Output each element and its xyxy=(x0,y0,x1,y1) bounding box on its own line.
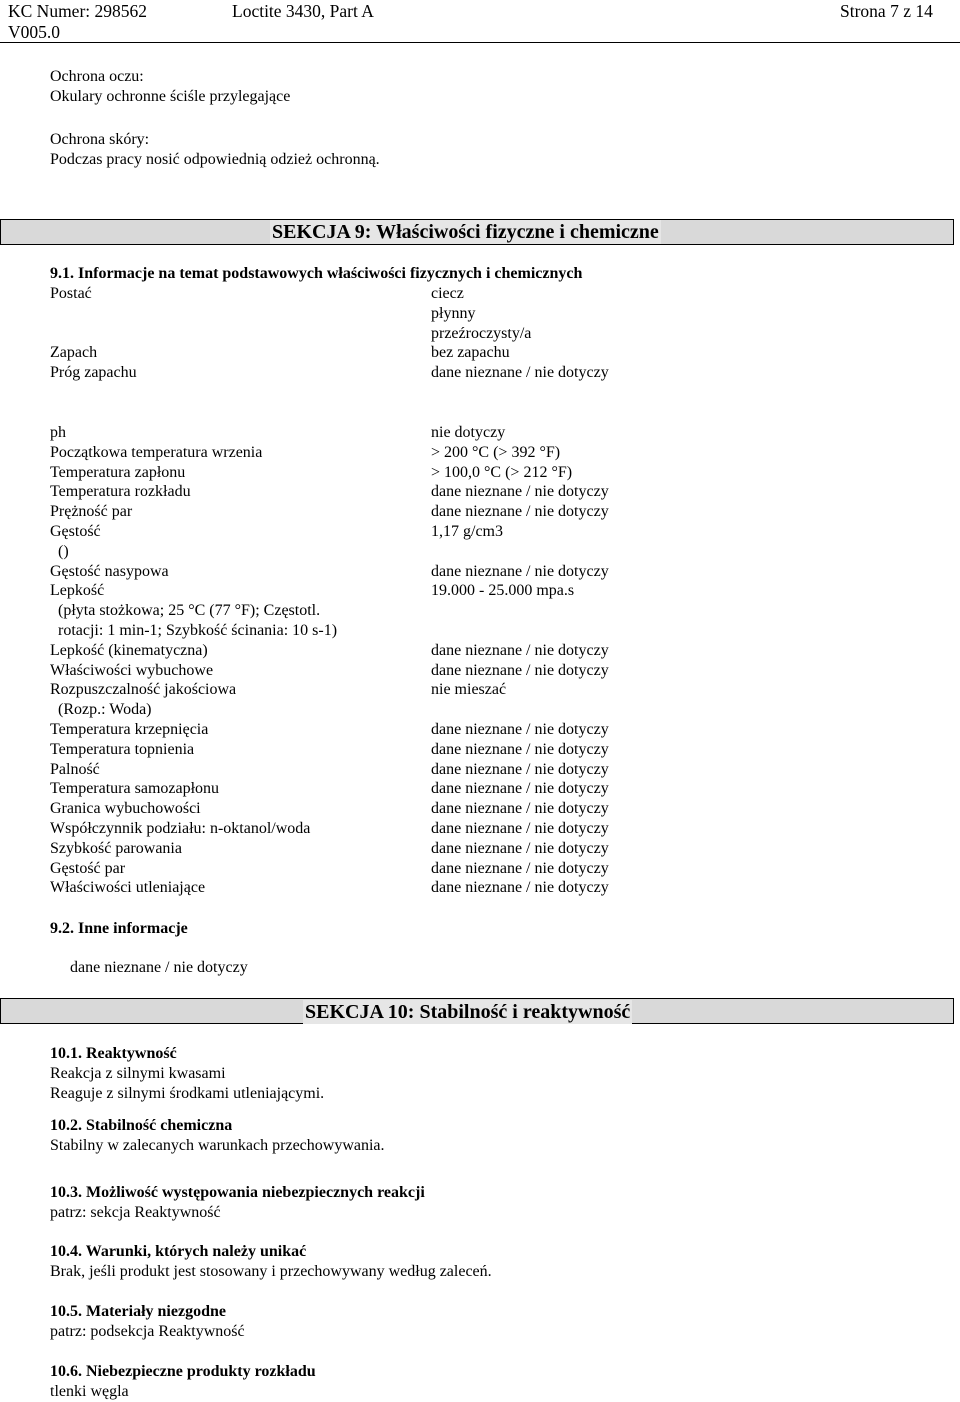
header-divider xyxy=(0,42,960,43)
property-label: ph xyxy=(50,424,66,441)
eye-protection-label: Ochrona oczu: xyxy=(50,68,144,85)
property-label: () xyxy=(50,542,69,560)
subsection-text: Reaguje z silnymi środkami utleniającymi. xyxy=(50,1085,325,1102)
skin-protection-label: Ochrona skóry: xyxy=(50,131,150,148)
property-value: 1,17 g/cm3 xyxy=(431,523,503,540)
subsection-heading: 10.5. Materiały niezgodne xyxy=(50,1303,226,1320)
property-value: ciecz xyxy=(431,285,464,302)
property-label: Prężność par xyxy=(50,503,133,521)
property-label: Lepkość xyxy=(50,582,105,600)
property-label: Temperatura zapłonu xyxy=(50,463,186,481)
property-label: Postać xyxy=(50,285,92,302)
property-value: > 200 °C (> 392 °F) xyxy=(431,443,561,461)
version: V005.0 xyxy=(8,22,61,42)
property-value: dane nieznane / nie dotyczy xyxy=(431,800,609,818)
subsection-text: Reakcja z silnymi kwasami xyxy=(50,1065,226,1082)
property-value: dane nieznane / nie dotyczy xyxy=(431,661,609,679)
property-label: (płyta stożkowa; 25 °C (77 °F); Częstotl. xyxy=(50,602,321,620)
property-label: rotacji: 1 min-1; Szybkość ścinania: 10 s-1) xyxy=(50,622,338,639)
property-label: Szybkość parowania xyxy=(50,839,182,857)
property-label: Gęstość par xyxy=(50,859,126,877)
subsection-heading: 10.1. Reaktywność xyxy=(50,1045,177,1062)
property-label: Gęstość xyxy=(50,523,101,540)
property-label: Próg zapachu xyxy=(50,364,137,382)
property-label: Temperatura krzepnięcia xyxy=(50,721,209,738)
subsection-text: Stabilny w zalecanych warunkach przechowywania. xyxy=(50,1137,385,1154)
subsection-text: patrz: sekcja Reaktywność xyxy=(50,1204,221,1221)
property-label: Rozpuszczalność jakościowa xyxy=(50,681,237,699)
subsection-heading: 10.2. Stabilność chemiczna xyxy=(50,1117,233,1134)
property-value: dane nieznane / nie dotyczy xyxy=(431,641,609,659)
subsection-heading: 10.3. Możliwość występowania niebezpiecznych reakcji xyxy=(50,1184,425,1201)
subsection-9-1-heading: 9.1. Informacje na temat podstawowych właściwości fizycznych i chemicznych xyxy=(50,265,583,282)
property-label: Lepkość (kinematyczna) xyxy=(50,641,208,659)
property-value: przeźroczysty/a xyxy=(431,324,532,342)
property-value: dane nieznane / nie dotyczy xyxy=(431,740,609,758)
property-value: dane nieznane / nie dotyczy xyxy=(431,780,609,798)
property-label: Właściwości utleniające xyxy=(50,879,206,897)
property-value: dane nieznane / nie dotyczy xyxy=(431,562,609,580)
subsection-text: Brak, jeśli produkt jest stosowany i przechowywany według zaleceń. xyxy=(50,1263,492,1280)
property-value: dane nieznane / nie dotyczy xyxy=(431,859,609,877)
kc-number: KC Numer: 298562 xyxy=(8,1,148,21)
property-value: dane nieznane / nie dotyczy xyxy=(431,820,609,837)
page-number: Strona 7 z 14 xyxy=(840,1,933,21)
subsection-9-2-heading: 9.2. Inne informacje xyxy=(50,920,188,937)
subsection-text: tlenki węgla xyxy=(50,1383,129,1400)
property-value: dane nieznane / nie dotyczy xyxy=(431,760,609,778)
property-label: (Rozp.: Woda) xyxy=(50,701,152,719)
property-label: Gęstość nasypowa xyxy=(50,562,169,580)
property-label: Granica wybuchowości xyxy=(50,800,201,818)
property-label: Temperatura rozkładu xyxy=(50,483,191,501)
property-value: dane nieznane / nie dotyczy xyxy=(431,503,609,521)
property-value: płynny xyxy=(431,304,476,322)
property-label: Palność xyxy=(50,760,100,778)
property-value: dane nieznane / nie dotyczy xyxy=(431,483,609,501)
property-value: bez zapachu xyxy=(431,344,510,362)
skin-protection-value: Podczas pracy nosić odpowiednią odzież ochronną. xyxy=(50,151,380,168)
property-value: nie mieszać xyxy=(431,681,507,699)
property-value: dane nieznane / nie dotyczy xyxy=(431,721,609,738)
property-value: dane nieznane / nie dotyczy xyxy=(431,879,609,897)
section-9-title: SEKCJA 9: Właściwości fizyczne i chemiczne xyxy=(272,221,659,243)
section-10-title: SEKCJA 10: Stabilność i reaktywność xyxy=(305,1001,631,1023)
subsection-heading: 10.4. Warunki, których należy unikać xyxy=(50,1243,307,1260)
property-label: Początkowa temperatura wrzenia xyxy=(50,443,263,461)
product-name: Loctite 3430, Part A xyxy=(232,1,374,21)
eye-protection-value: Okulary ochronne ściśle przylegające xyxy=(50,88,291,105)
property-label: Temperatura topnienia xyxy=(50,740,195,758)
property-label: Zapach xyxy=(50,344,98,362)
property-label: Temperatura samozapłonu xyxy=(50,780,220,798)
property-value: > 100,0 °C (> 212 °F) xyxy=(431,463,573,481)
property-value: dane nieznane / nie dotyczy xyxy=(431,839,609,857)
property-label: Współczynnik podziału: n-oktanol/woda xyxy=(50,820,311,837)
subsection-heading: 10.6. Niebezpieczne produkty rozkładu xyxy=(50,1363,316,1380)
property-value: dane nieznane / nie dotyczy xyxy=(431,364,609,382)
property-value: nie dotyczy xyxy=(431,424,506,441)
property-label: Właściwości wybuchowe xyxy=(50,661,214,679)
subsection-text: patrz: podsekcja Reaktywność xyxy=(50,1323,245,1340)
other-info-value: dane nieznane / nie dotyczy xyxy=(70,959,248,976)
property-value: 19.000 - 25.000 mpa.s xyxy=(431,582,575,600)
